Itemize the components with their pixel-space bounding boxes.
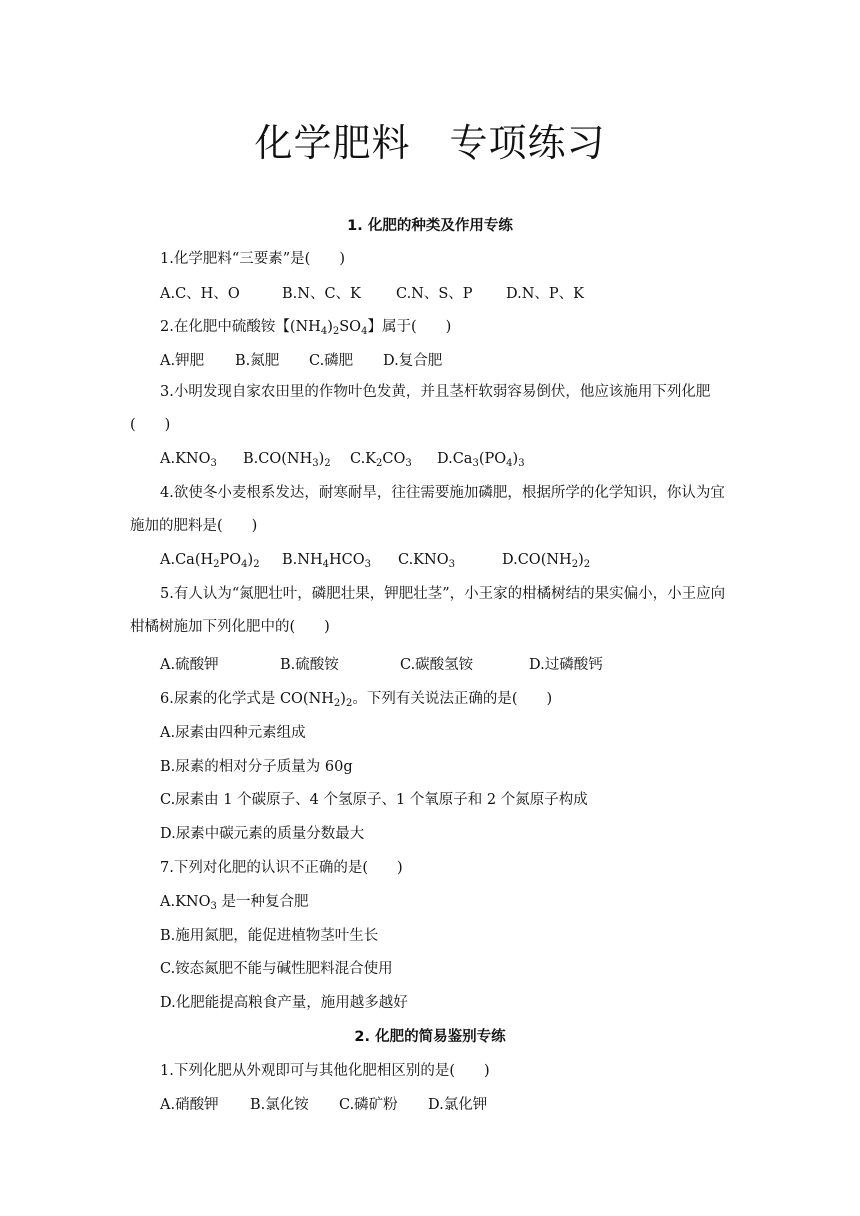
option-a: A.硝酸钾	[160, 1097, 219, 1113]
question-1-7-option-b: B.施用氮肥，能促进植物茎叶生长	[160, 928, 379, 944]
option-b: B.氮肥	[235, 353, 280, 369]
question-1-1-stem: 1.化学肥料“三要素”是( )	[160, 251, 345, 267]
option-b: B.氯化铵	[250, 1097, 309, 1113]
option-d: D.过磷酸钙	[529, 657, 603, 673]
question-1-5-options	[160, 653, 603, 674]
option-b: B.N、C、K	[282, 286, 361, 302]
option-b: B.硫酸铵	[280, 657, 339, 673]
option-c: $C.KNO_3$	[398, 552, 455, 570]
option-d: D.复合肥	[383, 353, 443, 369]
question-1-6-stem: 6.尿素的化学式是 $CO(NH_2)_2$。下列有关说法正确的是( )	[160, 691, 553, 709]
question-1-6-option-b: B.尿素的相对分子质量为 60g	[160, 759, 353, 775]
question-1-7-option-c: C.铵态氮肥不能与碱性肥料混合使用	[160, 961, 393, 977]
question-1-6-option-c: C.尿素由 1 个碳原子、4 个氢原子、1 个氧原子和 2 个氮原子构成	[160, 792, 588, 808]
page-title: 化学肥料 专项练习	[254, 121, 606, 165]
question-2-1-stem: 1.下列化肥从外观即可与其他化肥相区别的是( )	[160, 1063, 490, 1079]
option-c: C.磷矿粉	[339, 1097, 398, 1113]
option-d: $D.CO(NH_2)_2$	[502, 552, 591, 570]
option-a: A.硫酸钾	[160, 657, 219, 673]
question-1-7-stem: 7.下列对化肥的认识不正确的是( )	[160, 860, 403, 876]
option-a: $A.Ca(H_2PO_4)_2$	[160, 552, 260, 570]
option-c: C.碳酸氢铵	[400, 657, 474, 673]
question-1-3-options	[160, 451, 525, 467]
option-b: $B.CO(NH_3)_2$	[243, 451, 331, 469]
option-c: $C.K_2CO_3$	[350, 451, 412, 469]
option-c: C.N、S、P	[396, 286, 473, 302]
question-1-4-options	[160, 552, 590, 568]
option-d: D.氯化钾	[428, 1097, 488, 1113]
option-a: $A.KNO_3$	[160, 451, 217, 469]
question-1-1-options	[160, 282, 584, 303]
question-1-7-option-a: $A.KNO_3$ 是一种复合肥	[160, 894, 309, 912]
question-1-6-option-a: A.尿素由四种元素组成	[160, 725, 306, 741]
question-1-5-stem: 5.有人认为“氮肥壮叶，磷肥壮果，钾肥壮茎”，小王家的柑橘树结的果实偏小，小王应向柑橘树施加下列化肥中的( )	[130, 586, 726, 635]
question-1-7-option-d: D.化肥能提高粮食产量，施用越多越好	[160, 995, 408, 1011]
question-1-2-stem: 2.在化肥中硫酸铵【$(NH_4)_2SO_4$】属于( )	[160, 319, 452, 337]
option-d: $D.Ca_3(PO_4)_3$	[437, 451, 525, 469]
option-b: $B.NH_4HCO_3$	[282, 552, 371, 570]
question-1-4-stem: 4.欲使冬小麦根系发达，耐寒耐旱，往往需要施加磷肥，根据所学的化学知识，你认为宜施加的肥料是( )	[130, 485, 725, 534]
option-d: D.N、P、K	[506, 286, 584, 302]
question-1-2-options	[160, 349, 442, 370]
option-a: A.钾肥	[160, 353, 205, 369]
question-1-6-option-d: D.尿素中碳元素的质量分数最大	[160, 826, 365, 842]
question-2-1-options	[160, 1093, 487, 1114]
section-heading-1: 1. 化肥的种类及作用专练	[347, 218, 513, 234]
section-heading-2: 2. 化肥的简易鉴别专练	[354, 1029, 506, 1045]
option-a: A.C、H、O	[160, 286, 240, 302]
option-c: C.磷肥	[309, 353, 354, 369]
question-1-3-stem: 3.小明发现自家农田里的作物叶色发黄，并且茎杆软弱容易倒伏，他应该施用下列化肥( )	[130, 384, 711, 433]
